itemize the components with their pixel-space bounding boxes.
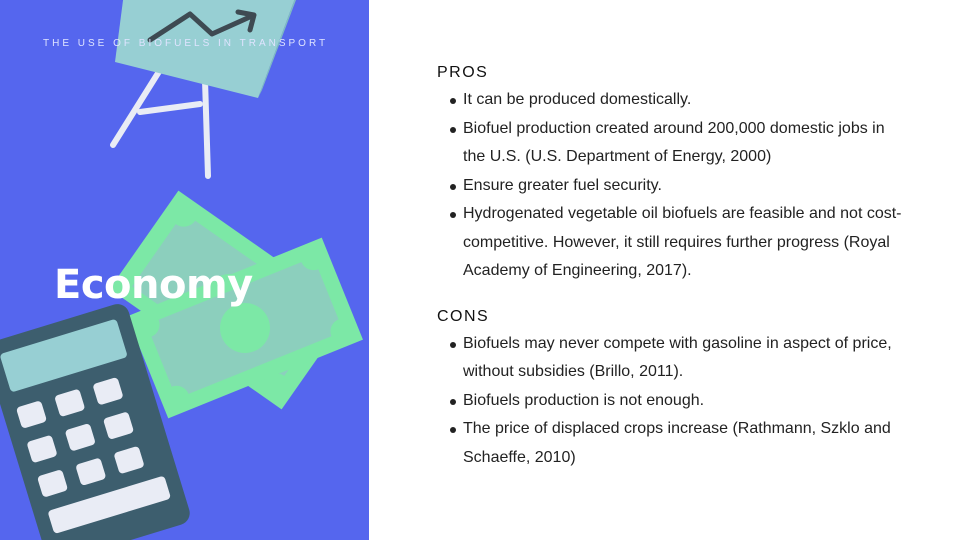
pros-list <box>437 86 907 286</box>
chart-easel-icon <box>113 0 300 176</box>
cons-list <box>437 330 907 473</box>
list-item: Biofuels may never compete with gasoline in aspect of price, without subsidies (Brillo, 2011). <box>437 330 907 387</box>
list-item: Biofuels production is not enough. <box>437 387 907 416</box>
cons-heading: CONS <box>437 307 490 325</box>
list-item: The price of displaced crops increase (Rathmann, Szklo and Schaeffe, 2010) <box>437 415 907 472</box>
pros-heading: PROS <box>437 64 489 81</box>
list-item: Hydrogenated vegetable oil biofuels are feasible and not cost-competitive. However, it still requires further progress (Royal Academy of Engineering, 2017). <box>437 200 907 286</box>
left-panel <box>0 0 369 540</box>
content-area <box>437 64 907 472</box>
list-item: Biofuel production created around 200,000 domestic jobs in the U.S. (U.S. Department of Energy, 2000) <box>437 115 907 172</box>
slide-kicker: THE USE OF BIOFUELS IN TRANSPORT <box>43 38 329 49</box>
slide-title: Economy <box>54 262 253 308</box>
list-item: It can be produced domestically. <box>437 86 907 115</box>
list-item: Ensure greater fuel security. <box>437 172 907 201</box>
